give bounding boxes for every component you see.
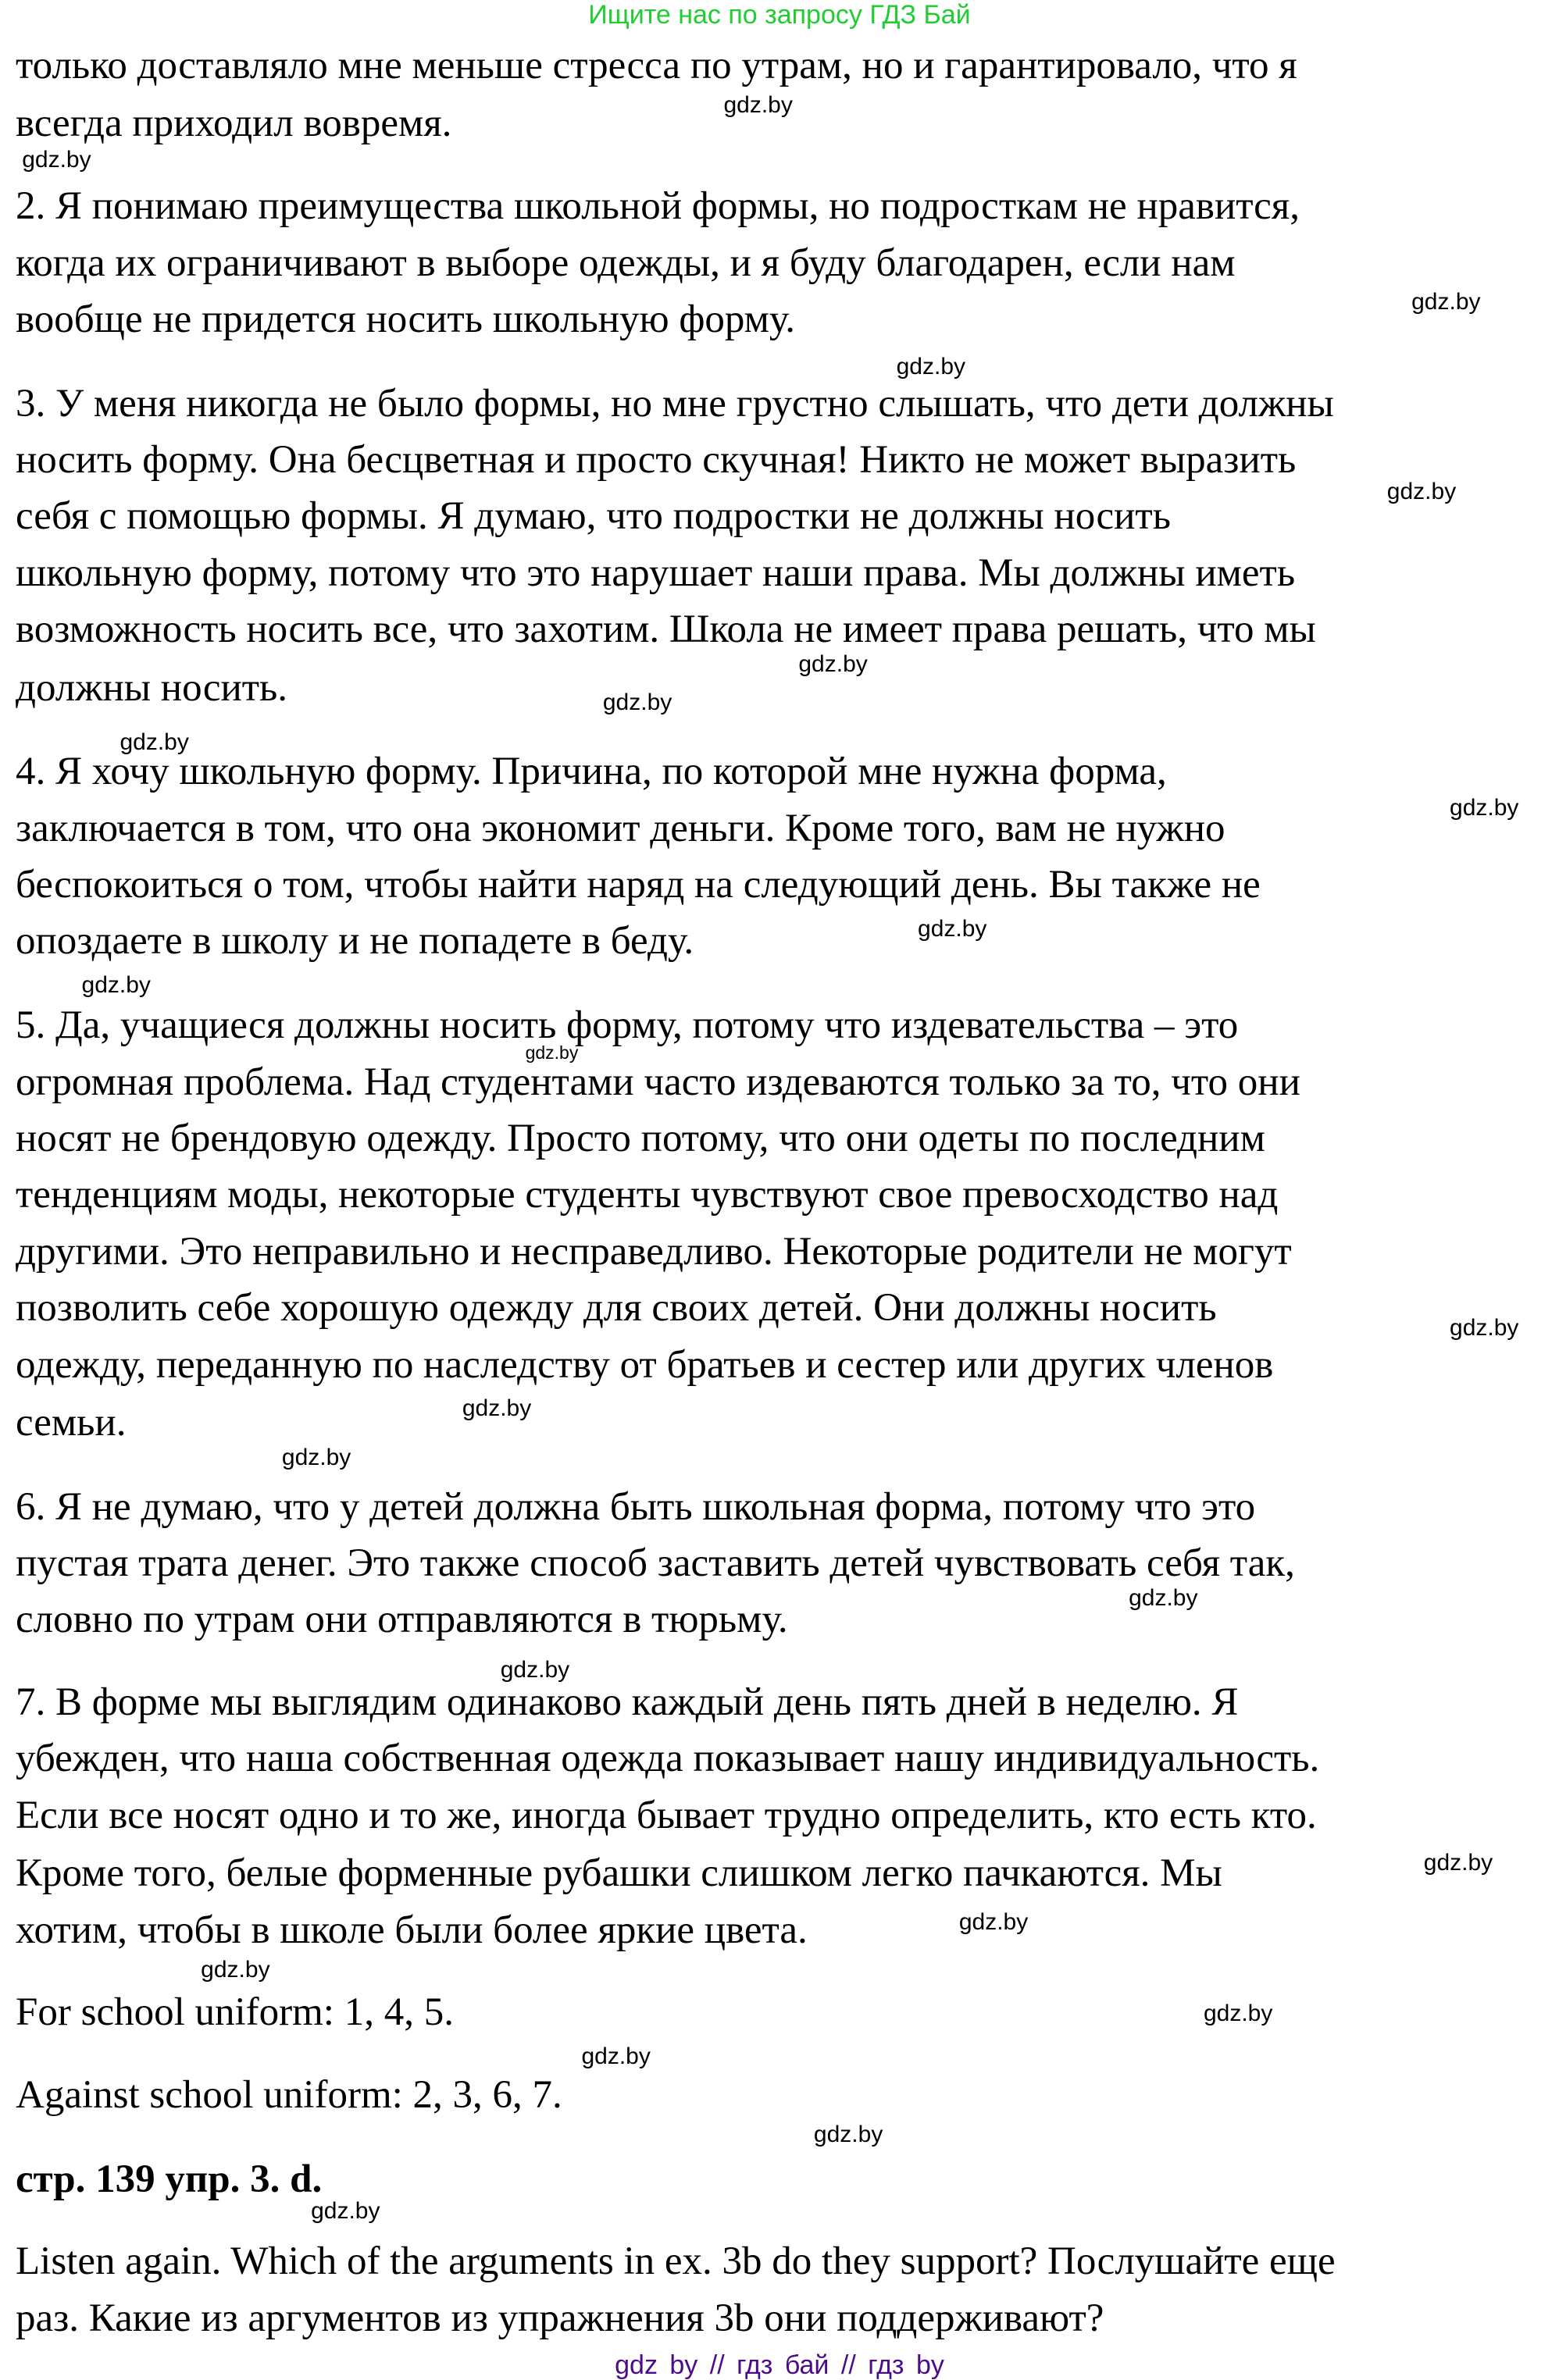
text-line: пустая трата денег. Это также способ заставить детей чувствовать себя так, <box>16 1541 1295 1585</box>
text-line: 7. В форме мы выглядим одинаково каждый день пять дней в неделю. Я <box>16 1680 1239 1725</box>
text-line: заключается в том, что она экономит деньги. Кроме того, вам не нужно <box>16 806 1225 850</box>
text-line: другими. Это неправильно и несправедливо. Некоторые родители не могут <box>16 1229 1292 1274</box>
text-line: когда их ограничивают в выборе одежды, и я буду благодарен, если нам <box>16 240 1236 285</box>
watermark: gdz.by <box>918 915 987 942</box>
text-line: огромная проблема. Над студентами часто издеваются только за то, что они <box>16 1060 1300 1104</box>
watermark: gdz.by <box>81 972 151 999</box>
text-line: 6. Я не думаю, что у детей должна быть школьная форма, потому что это <box>16 1484 1256 1529</box>
text-line: Listen again. Which of the arguments in ex. 3b do they support? Послушайте еще <box>16 2239 1336 2284</box>
watermark: gdz.by <box>281 1444 351 1470</box>
watermark: gdz.by <box>1411 289 1481 315</box>
text-line: опоздаете в школу и не попадете в беду. <box>16 919 694 964</box>
watermark: gdz.by <box>958 1908 1029 1935</box>
watermark: gdz.by <box>1423 1849 1493 1876</box>
watermark: gdz.by <box>602 689 672 716</box>
watermark: gdz.by <box>1386 479 1457 505</box>
watermark: gdz.by <box>798 651 868 678</box>
text-line: себя с помощью формы. Я думаю, что подростки не должны носить <box>16 494 1171 539</box>
watermark: gdz.by <box>581 2043 651 2070</box>
watermark: gdz.by <box>500 1657 570 1683</box>
top-banner: Ищите нас по запросу ГДЗ Бай <box>588 0 971 30</box>
section-heading: стр. 139 упр. 3. d. <box>16 2157 323 2201</box>
text-line: раз. Какие из аргументов из упражнения 3b они поддерживают? <box>16 2296 1104 2340</box>
text-line: носят не брендовую одежду. Просто потому, что они одеты по последним <box>16 1116 1265 1160</box>
text-line: Кроме того, белые форменные рубашки слишком легко пачкаются. Мы <box>16 1851 1222 1896</box>
watermark: gdz.by <box>723 92 793 119</box>
text-line: всегда приходил вовремя. <box>16 102 452 146</box>
watermark: gdz.by <box>1129 1585 1198 1612</box>
watermark: gdz.by <box>1203 2001 1273 2027</box>
text-line: 4. Я хочу школьную форму. Причина, по которой мне нужна форма, <box>16 750 1167 794</box>
text-line: должны носить. <box>16 665 288 710</box>
text-line: возможность носить все, что захотим. Школа не имеет права решать, что мы <box>16 607 1316 652</box>
text-line: Against school uniform: 2, 3, 6, 7. <box>16 2073 562 2117</box>
text-line: хотим, чтобы в школе были более яркие цвета. <box>16 1908 808 1952</box>
watermark: gdz.by <box>1450 795 1519 821</box>
text-line: носить форму. Она бесцветная и просто скучная! Никто не может выразить <box>16 438 1297 482</box>
text-line: 5. Да, учащиеся должны носить форму, потому что издевательства – это <box>16 1003 1239 1048</box>
watermark: gdz.by <box>813 2121 883 2147</box>
text-line: только доставляло мне меньше стресса по утрам, но и гарантировало, что я <box>16 44 1297 88</box>
watermark: gdz.by <box>311 2197 380 2224</box>
watermark: gdz.by <box>201 1956 270 1983</box>
text-line: одежду, переданную по наследству от братьев и сестер или других членов <box>16 1342 1274 1387</box>
text-line: словно по утрам они отправляются в тюрьму. <box>16 1598 788 1642</box>
text-line: школьную форму, потому что это нарушает наши права. Мы должны иметь <box>16 550 1296 595</box>
watermark: gdz.by <box>525 1042 579 1064</box>
text-line: тенденциям моды, некоторые студенты чувствуют свое превосходство над <box>16 1173 1279 1217</box>
text-line: Если все носят одно и то же, иногда бывает трудно определить, кто есть кто. <box>16 1793 1317 1837</box>
text-line: For school uniform: 1, 4, 5. <box>16 1990 454 2035</box>
watermark: gdz.by <box>22 147 91 173</box>
text-line: убежден, что наша собственная одежда показывает нашу индивидуальность. <box>16 1737 1320 1781</box>
text-line: позволить себе хорошую одежду для своих детей. Они должны носить <box>16 1286 1217 1331</box>
text-line: семьи. <box>16 1400 127 1445</box>
text-line: 3. У меня никогда не было формы, но мне грустно слышать, что дети должны <box>16 381 1334 426</box>
text-line: вообще не придется носить школьную форму. <box>16 297 796 341</box>
bottom-banner: gdz by // гдз бай // гдз by <box>615 2350 944 2380</box>
text-line: беспокоиться о том, чтобы найти наряд на следующий день. Вы также не <box>16 863 1261 907</box>
watermark: gdz.by <box>896 353 966 379</box>
watermark: gdz.by <box>462 1395 532 1422</box>
text-line: 2. Я понимаю преимущества школьной формы, но подросткам не нравится, <box>16 184 1300 229</box>
watermark: gdz.by <box>120 729 189 756</box>
watermark: gdz.by <box>1450 1314 1519 1341</box>
